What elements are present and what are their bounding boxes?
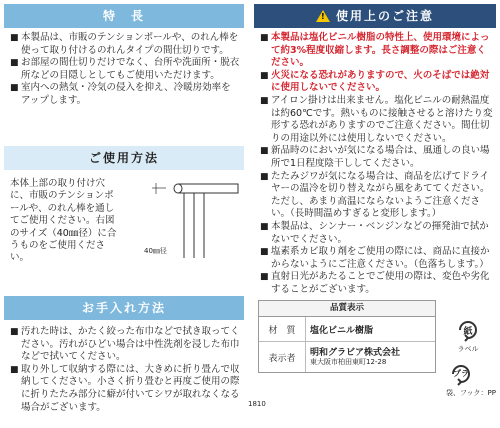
- caution-list: [254, 32, 498, 296]
- caution-item: ■ 直射日光があたることでご使用の際は、変色や劣化することがございます。: [260, 271, 494, 296]
- features-item: ■ 室内への熱気・冷気の侵入を抑え、冷暖房効率をアップします。: [10, 82, 240, 107]
- quality-title: 品質表示: [259, 301, 435, 317]
- paper-caption: ラベル: [457, 345, 479, 353]
- maker-cell: [306, 342, 435, 372]
- maker-address: 東大阪市柏田東町12-28: [310, 358, 387, 366]
- caution-item: ■ 火災になる恐れがありますので、火のそばでは絶対に使用しないでください。: [260, 70, 494, 95]
- features-list: [4, 32, 244, 108]
- pole-end: [174, 184, 182, 193]
- pole-diagram: [146, 178, 242, 274]
- caution-item: ■ 本製品は塩化ビニル樹脂の特性上、使用環境によって約3%程度収縮します。長さ調整の際はご注意ください。: [260, 32, 494, 70]
- care-item: ■ 汚れた時は、かたく絞った布巾などで拭き取ってください。汚れがひどい場合は中性洗剤を浸した布巾などで拭いてください。: [10, 326, 240, 364]
- features-header: 特 長: [4, 4, 244, 28]
- caution-item: ■ 新品時のにおいが気になる場合は、風通しの良い場所で1日程度陰干ししてください。: [260, 145, 494, 170]
- quality-row-material: [259, 317, 435, 342]
- caution-item: ■ アイロン掛けは出来ません。塩化ビニルの耐熱温度は約60℃です。熱いものに接触させると溶けたり変形する恐れがありますのでご注意ください。間仕切りの用途以外には使用しないでください。: [260, 95, 494, 145]
- care-item: ■ 取り外して収納する際には、大きめに折り畳んで収納してください。小さく折り畳むと再度ご使用の際に折りたたみ部分に癖が付いてシワが取れなくなる場合がございます。: [10, 364, 240, 414]
- diagram-size-label: 40㎜径: [144, 247, 167, 255]
- maker-label: 表示者: [259, 342, 306, 372]
- usage-header: ご使用方法: [4, 146, 244, 170]
- usage-text: 本体上部の取り付け穴に、市販のテンションポールや、のれん棒を通してご使用ください。右図のサイズ（40㎜径）に合うものをご使用ください。: [10, 178, 117, 264]
- maker-name: 明和グラビア株式会社: [310, 348, 401, 358]
- caution-item: ■ たたみジワが気になる場合は、商品を広げてドライヤーの温冷を切り替えながら風をあててください。ただし、あまり高温にならないようご注意ください。（長時間温めすぎると変形します。）: [260, 171, 494, 221]
- paper-recycle-mark: 紙 ラベル: [446, 318, 490, 354]
- right-column: [248, 0, 496, 408]
- plastic-recycle-mark: プラ 袋、フック：PP: [426, 362, 496, 398]
- caution-header: ! 使用上のご注意: [254, 4, 496, 28]
- caution-item: ■ 本製品は、シンナー・ベンジンなどの揮発油で拭かないでください。: [260, 221, 494, 246]
- quality-row-maker: [259, 342, 435, 372]
- pole-shape: [178, 184, 238, 193]
- material-value: 塩化ビニル樹脂: [310, 325, 374, 336]
- plastic-caption: 袋、フック：PP: [446, 389, 496, 397]
- quality-table: [258, 300, 436, 373]
- left-column: [4, 0, 244, 413]
- warning-icon: !: [316, 10, 330, 22]
- features-item: ■ お部屋の間仕切りだけでなく、台所や洗面所・脱衣所などの目隠しとしてもご使用いただけます。: [10, 57, 240, 82]
- features-item: ■ 本製品は、市販のテンションポールや、のれん棒を使って取り付けるのれんタイプの間仕切りです。: [10, 32, 240, 57]
- care-list: [4, 326, 244, 414]
- care-header: お手入れ方法: [4, 296, 244, 320]
- material-label: 材 質: [259, 317, 306, 341]
- caution-item: ■ 塩素系カビ取り剤をご使用の際には、商品に直接かからないようにご注意ください。（色落ちします。）: [260, 246, 494, 271]
- product-code: 1810: [248, 400, 266, 408]
